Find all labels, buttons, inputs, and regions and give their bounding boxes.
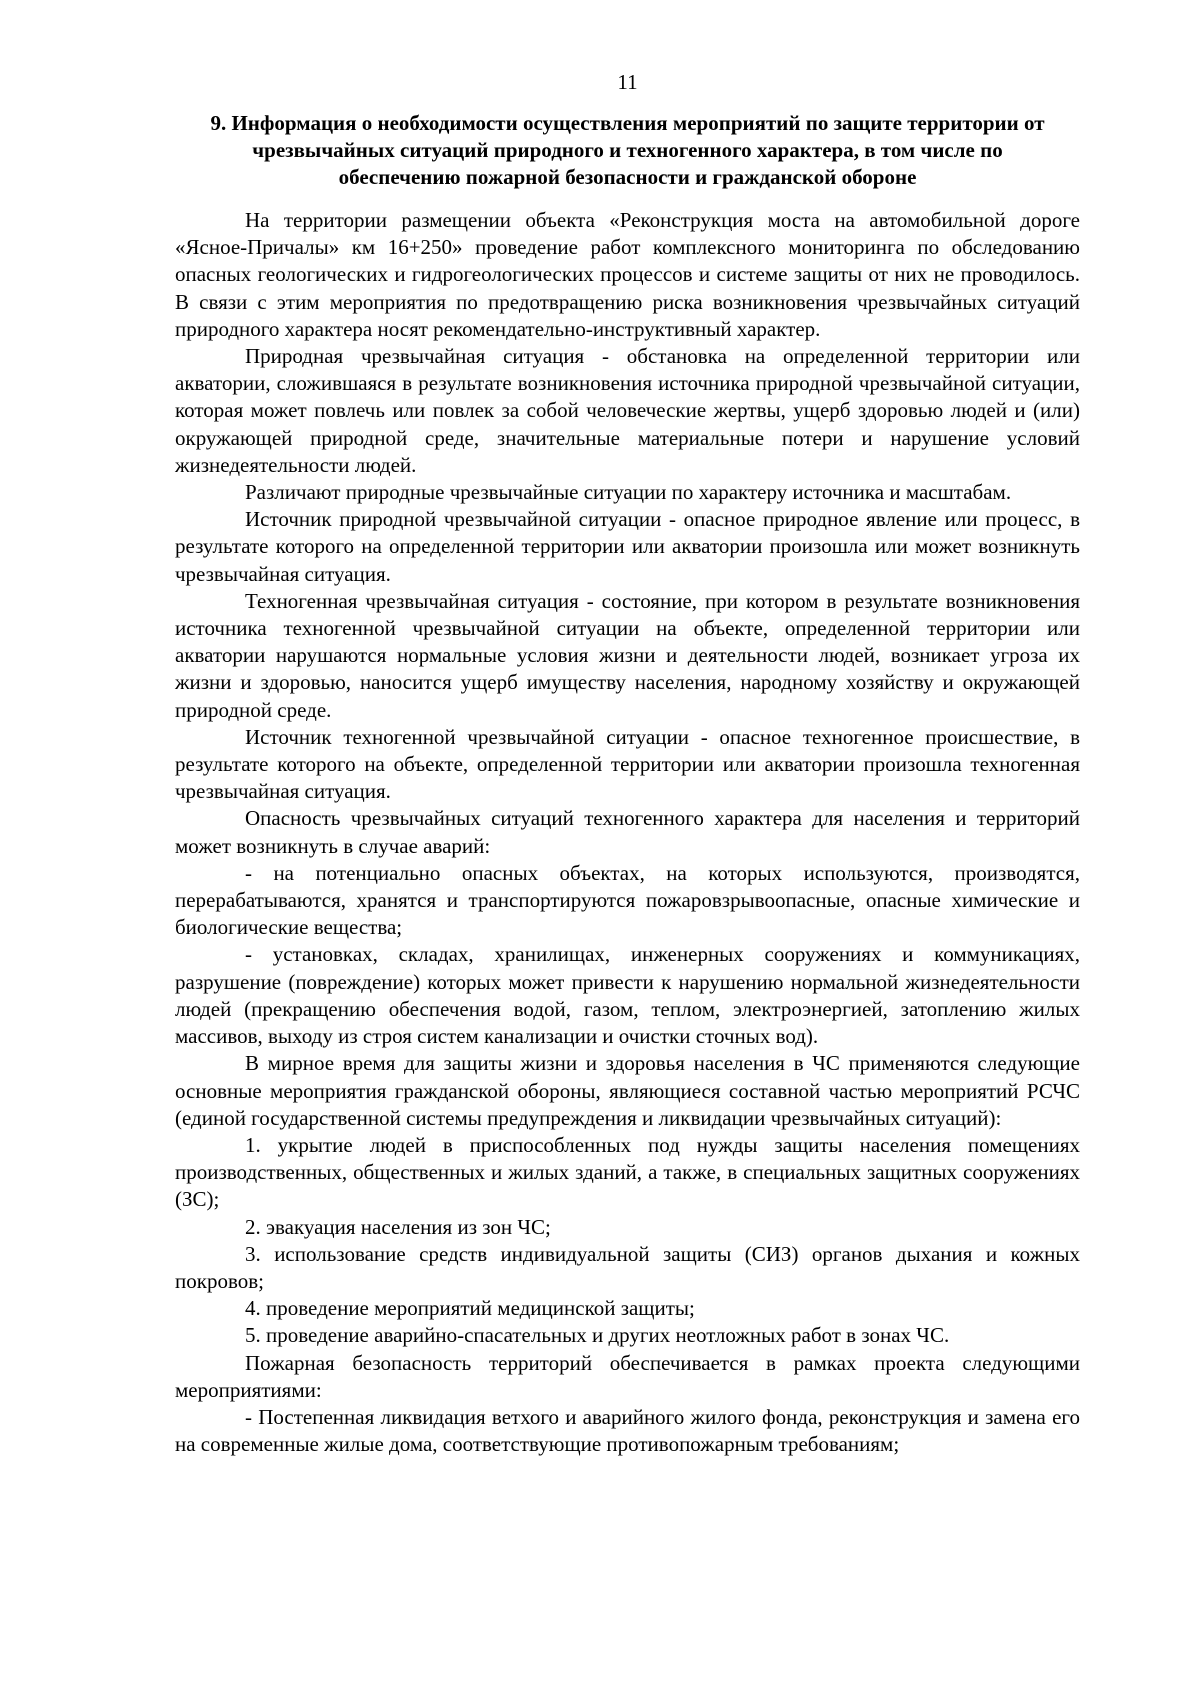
- section-heading-line: обеспечению пожарной безопасности и гражданской обороне: [338, 165, 917, 189]
- list-item: 4. проведение мероприятий медицинской защиты;: [245, 1296, 695, 1321]
- list-item: - установках, складах, хранилищах, инженерных сооружениях и коммуникациях, разрушение (повреждение) которых может привести к нарушению нормальной жизнедеятельности людей (прекращению обеспечения водой, газом, теплом, электроэнергией, затоплению жилых массивов, выходу из строя систем канализации и очистки сточных вод).: [175, 942, 1080, 1049]
- paragraph: Различают природные чрезвычайные ситуации по характеру источника и масштабам.: [245, 480, 1012, 505]
- section-heading: [175, 110, 1080, 191]
- list-item: 3. использование средств индивидуальной защиты (СИЗ) органов дыхания и кожных покровов;: [175, 1241, 1080, 1293]
- paragraph: Природная чрезвычайная ситуация - обстановка на определенной территории или акватории, сложившаяся в результате возникновения источника природной чрезвычайной ситуации, которая может повлечь или повлек за собой человеческие жертвы, ущерб здоровью людей и (или) окружающей природной среде, значительные материальные потери и нарушение условий жизнедеятельности людей.: [175, 344, 1080, 477]
- paragraph: Техногенная чрезвычайная ситуация - состояние, при котором в результате возникновения источника техногенной чрезвычайной ситуации на объекте, определенной территории или акватории нарушаются нормальные условия жизни и деятельности людей, возникает угроза их жизни и здоровью, наносится ущерб имуществу населения, народному хозяйству и окружающей природной среде.: [175, 588, 1080, 722]
- section-heading-line: 9. Информация о необходимости осуществления мероприятий по защите территории от: [210, 111, 1045, 135]
- page-number: 11: [617, 70, 638, 94]
- list-item: - Постепенная ликвидация ветхого и аварийного жилого фонда, реконструкция и замена его на современные жилые дома, соответствующие противопожарным требованиям;: [175, 1404, 1080, 1457]
- paragraph: На территории размещении объекта «Реконструкция моста на автомобильной дороге «Ясное-Причалы» км 16+250» проведение работ комплексного мониторинга по обследованию опасных геологических и гидрогеологических процессов и системе защиты от них не проводилось. В связи с этим мероприятия по предотвращению риска возникновения чрезвычайных ситуаций природного характера носят рекомендательно-инструктивный характер.: [175, 208, 1080, 341]
- list-item: 1. укрытие людей в приспособленных под нужды защиты населения помещениях производственных, общественных и жилых зданий, а также, в специальных защитных сооружениях (ЗС);: [175, 1132, 1080, 1212]
- section-heading-line: чрезвычайных ситуаций природного и техногенного характера, в том числе по: [252, 138, 1003, 162]
- paragraph: Пожарная безопасность территорий обеспечивается в рамках проекта следующими мероприятиями:: [175, 1350, 1080, 1402]
- paragraph: Источник техногенной чрезвычайной ситуации - опасное техногенное происшествие, в результате которого на объекте, определенной территории или акватории произошла техногенная чрезвычайная ситуация.: [175, 724, 1080, 804]
- list-item: 5. проведение аварийно-спасательных и других неотложных работ в зонах ЧС.: [245, 1323, 950, 1348]
- paragraph: В мирное время для защиты жизни и здоровья населения в ЧС применяются следующие основные мероприятия гражданской обороны, являющиеся составной частью мероприятий РСЧС (единой государственной системы предупреждения и ликвидации чрезвычайных ситуаций):: [175, 1051, 1080, 1130]
- list-item: 2. эвакуация населения из зон ЧС;: [245, 1214, 551, 1239]
- paragraph: Опасность чрезвычайных ситуаций техногенного характера для населения и территорий может возникнуть в случае аварий:: [175, 806, 1080, 858]
- list-item: - на потенциально опасных объектах, на которых используются, производятся, перерабатываются, хранятся и транспортируются пожаровзрывоопасные, опасные химические и биологические вещества;: [175, 860, 1080, 940]
- body-text: [175, 207, 1080, 1458]
- paragraph: Источник природной чрезвычайной ситуации - опасное природное явление или процесс, в результате которого на определенной территории или акватории произошла или может возникнуть чрезвычайная ситуация.: [175, 507, 1080, 586]
